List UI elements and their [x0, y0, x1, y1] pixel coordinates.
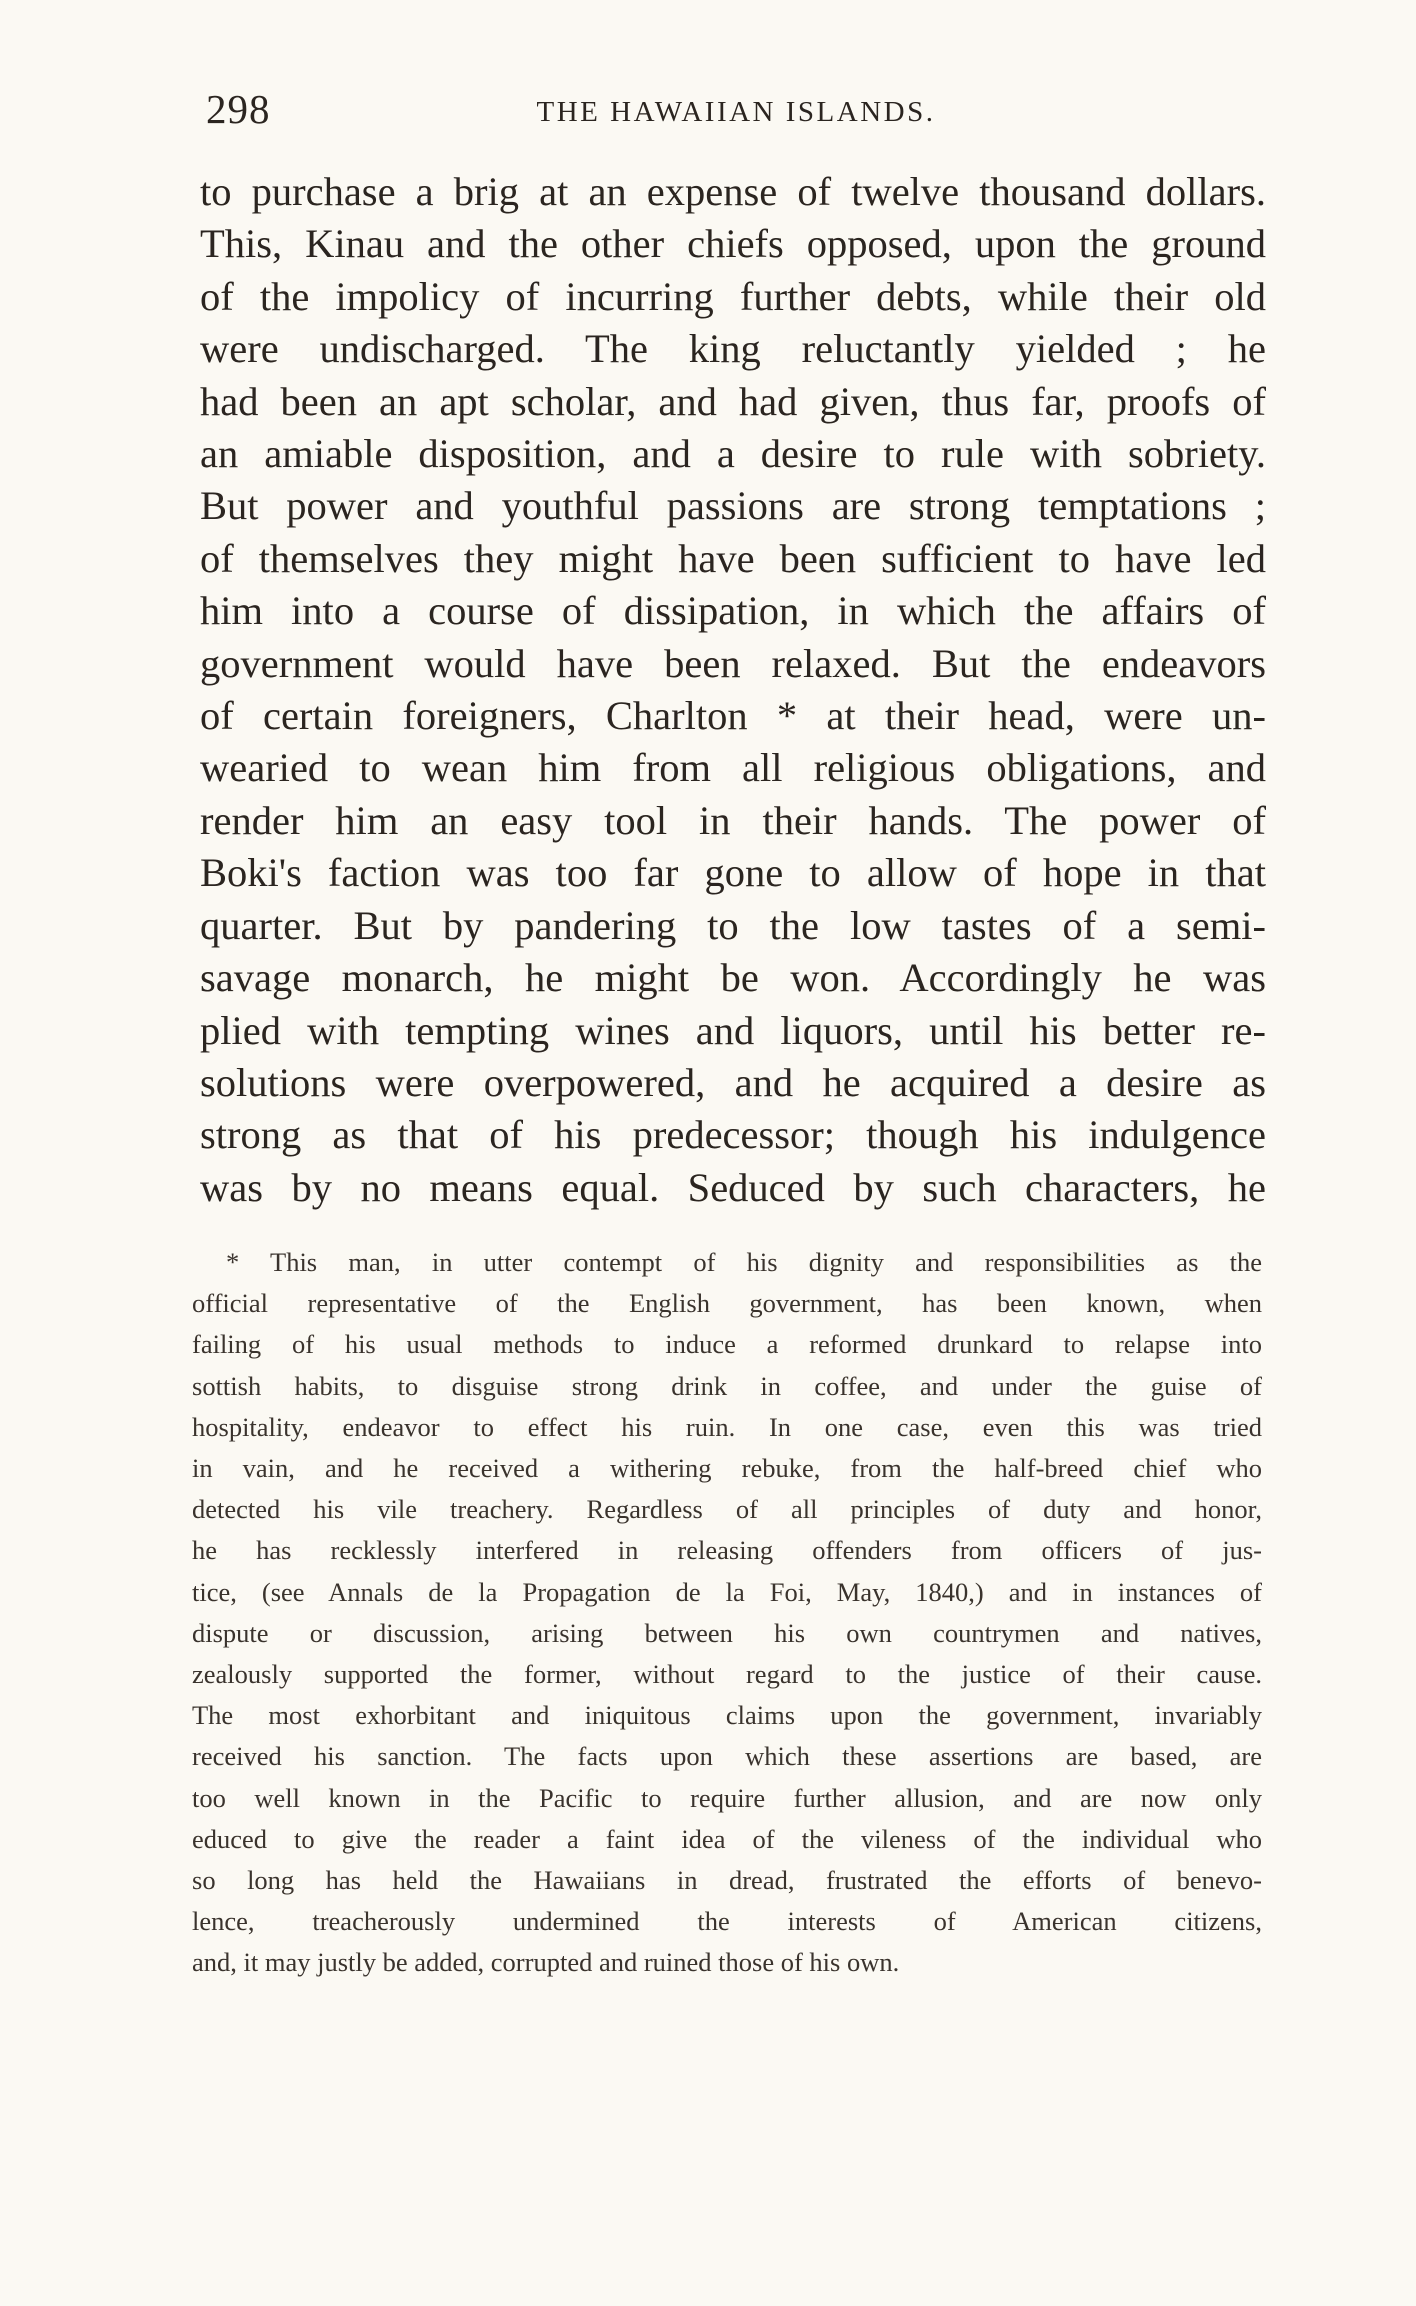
- body-paragraph: [200, 166, 1266, 1214]
- body-line: was by no means equal. Seduced by such characters, he: [200, 1164, 1266, 1210]
- body-line: an amiable disposition, and a desire to rule with sobriety.: [200, 431, 1266, 477]
- body-line: to purchase a brig at an expense of twelve thousand dollars.: [200, 169, 1266, 214]
- footnote-line: tice, (see Annals de la Propagation de la Foi, May, 1840,) and in instances of: [192, 1576, 1262, 1607]
- body-line: wearied to wean him from all religious obligations, and: [200, 745, 1266, 791]
- body-line: him into a course of dissipation, in which the affairs of: [200, 588, 1266, 634]
- footnote-line: hospitality, endeavor to effect his ruin. In one case, even this was tried: [192, 1411, 1262, 1442]
- footnote-line: official representative of the English government, has been known, when: [192, 1288, 1262, 1319]
- footnote-line: zealously supported the former, without regard to the justice of their cause.: [192, 1659, 1262, 1690]
- footnote-line: in vain, and he received a withering rebuke, from the half-breed chief who: [192, 1453, 1262, 1484]
- body-line: of certain foreigners, Charlton * at their head, were un-: [200, 693, 1266, 739]
- footnote-line: received his sanction. The facts upon which these assertions are based, are: [192, 1741, 1262, 1772]
- footnote-line: so long has held the Hawaiians in dread, frustrated the efforts of benevo-: [192, 1865, 1262, 1896]
- footnote-line: lence, treacherously undermined the interests of American citizens,: [192, 1906, 1262, 1937]
- body-line: of the impolicy of incurring further debts, while their old: [200, 273, 1266, 319]
- running-title: THE HAWAIIAN ISLANDS.: [536, 96, 936, 128]
- footnote-line: educed to give the reader a faint idea of the vileness of the individual who: [192, 1823, 1262, 1854]
- body-line: render him an easy tool in their hands. The power of: [200, 797, 1266, 843]
- footnote-line: * This man, in utter contempt of his dignity and responsibilities as the: [226, 1247, 1262, 1277]
- footnote-line: and, it may justly be added, corrupted and ruined those of his own.: [192, 1947, 900, 1978]
- footnote: [192, 1242, 1262, 1984]
- footnote-line: he has recklessly interfered in releasing offenders from officers of jus-: [192, 1535, 1262, 1566]
- footnote-line: dispute or discussion, arising between his own countrymen and natives,: [192, 1617, 1262, 1648]
- body-line: But power and youthful passions are strong temptations ;: [200, 483, 1266, 529]
- body-line: Boki's faction was too far gone to allow of hope in that: [200, 850, 1266, 896]
- body-line: This, Kinau and the other chiefs opposed, upon the ground: [200, 221, 1266, 267]
- footnote-line: failing of his usual methods to induce a reformed drunkard to relapse into: [192, 1329, 1262, 1360]
- body-line: were undischarged. The king reluctantly yielded ; he: [200, 326, 1266, 372]
- body-line: solutions were overpowered, and he acquired a desire as: [200, 1059, 1266, 1105]
- footnote-line: The most exhorbitant and iniquitous claims upon the government, invariably: [192, 1700, 1262, 1731]
- body-line: strong as that of his predecessor; though his indulgence: [200, 1112, 1266, 1158]
- body-line: quarter. But by pandering to the low tastes of a semi-: [200, 902, 1266, 948]
- body-line: savage monarch, he might be won. Accordingly he was: [200, 955, 1266, 1001]
- body-line: had been an apt scholar, and had given, thus far, proofs of: [200, 378, 1266, 424]
- page-header: [206, 84, 1266, 134]
- body-line: government would have been relaxed. But the endeavors: [200, 640, 1266, 686]
- page-number: 298: [206, 86, 271, 132]
- footnote-line: sottish habits, to disguise strong drink in coffee, and under the guise of: [192, 1370, 1262, 1401]
- footnote-line: too well known in the Pacific to require further allusion, and are now only: [192, 1782, 1262, 1813]
- footnote-line: detected his vile treachery. Regardless of all principles of duty and honor,: [192, 1494, 1262, 1525]
- body-line: plied with tempting wines and liquors, until his better re-: [200, 1007, 1266, 1053]
- body-line: of themselves they might have been sufficient to have led: [200, 535, 1266, 581]
